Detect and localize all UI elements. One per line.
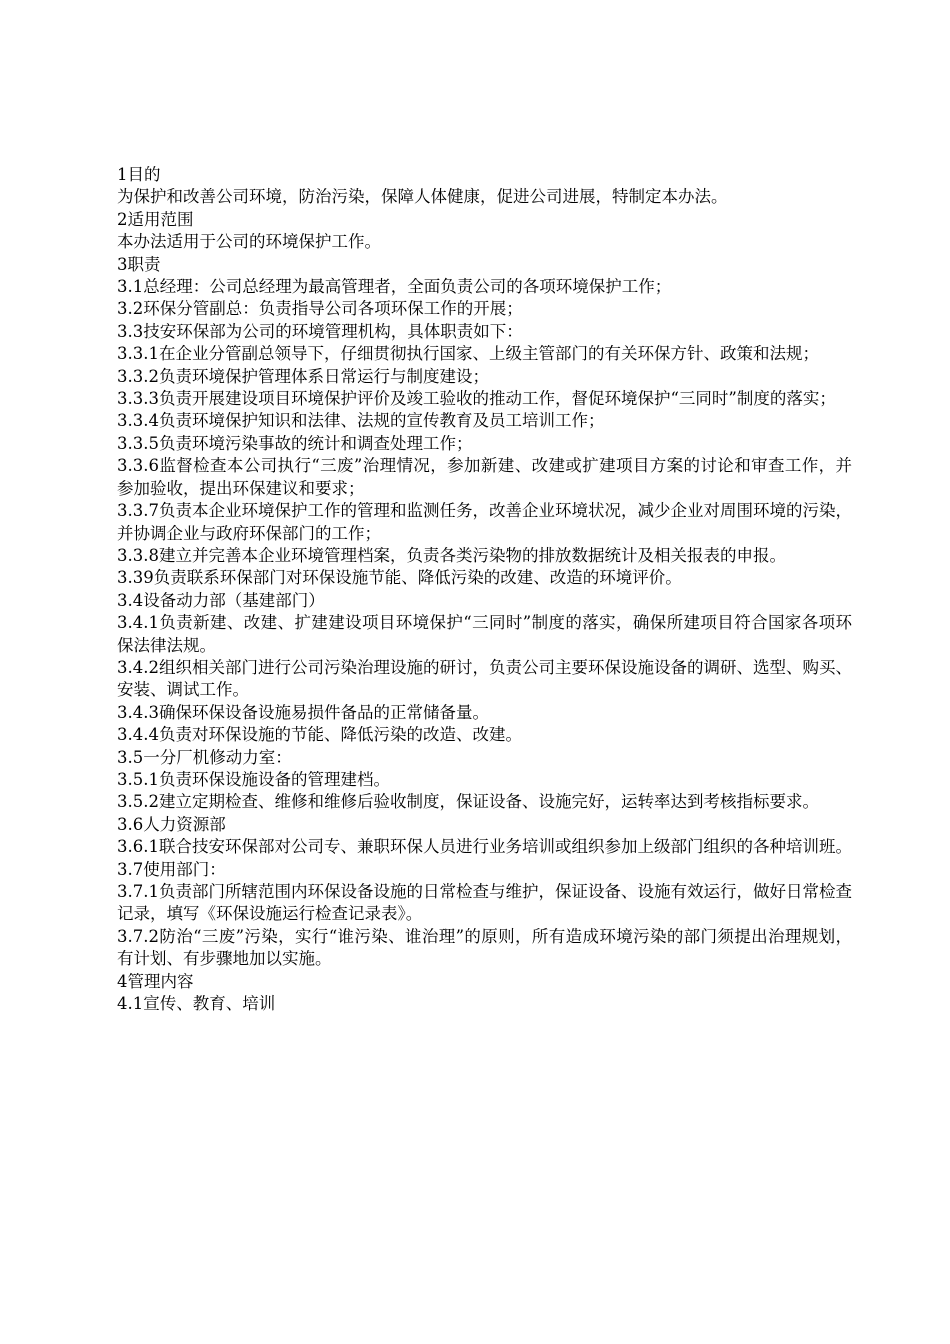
- paragraph: 3.3.8建立并完善本企业环境管理档案，负责各类污染物的排放数据统计及相关报表的申报。: [117, 545, 786, 565]
- heading-user-dept: 3.7使用部门：: [117, 859, 226, 879]
- heading-scope: 2适用范围: [117, 209, 194, 229]
- paragraph: 3.3.7负责本企业环境保护工作的管理和监测任务，改善企业环境状况，减少企业对周围环境的污染，并协调企业与政府环保部门的工作；: [117, 501, 852, 543]
- paragraph: 3.3技安环保部为公司的环境管理机构，具体职责如下：: [117, 321, 523, 341]
- heading-responsibilities: 3职责: [117, 254, 161, 274]
- heading-purpose: 1目的: [117, 165, 161, 184]
- paragraph: 3.7.1负责部门所辖范围内环保设备设施的日常检查与维护，保证设备、设施有效运行，做好日常检查记录，填写《环保设施运行检查记录表》。: [117, 882, 852, 924]
- paragraph: 3.4.3确保环保设备设施易损件备品的正常储备量。: [117, 702, 489, 722]
- paragraph: 为保护和改善公司环境，防治污染，保障人体健康，促进公司进展，特制定本办法。: [117, 187, 728, 207]
- paragraph: 3.3.3负责开展建设项目环境保护评价及竣工验收的推动工作，督促环境保护“三同时”制度的落实；: [117, 389, 836, 409]
- heading-management-content: 4管理内容: [117, 971, 194, 991]
- heading-training: 4.1宣传、教育、培训: [117, 994, 276, 1014]
- paragraph: 3.4.1负责新建、改建、扩建建设项目环境保护“三同时”制度的落实，确保所建项目符合国家各项环保法律法规。: [117, 613, 852, 655]
- paragraph: 3.1总经理：公司总经理为最高管理者，全面负责公司的各项环境保护工作；: [117, 277, 672, 297]
- paragraph: 3.3.1在企业分管副总领导下，仔细贯彻执行国家、上级主管部门的有关环保方针、政策和法规；: [117, 344, 819, 364]
- paragraph: 3.3.5负责环境污染事故的统计和调查处理工作；: [117, 433, 473, 453]
- paragraph: 3.3.6监督检查本公司执行“三废”治理情况，参加新建、改建或扩建项目方案的讨论和审查工作，并参加验收，提出环保建议和要求；: [117, 456, 852, 498]
- paragraph: 3.7.2防治“三废”污染，实行“谁污染、谁治理”的原则，所有造成环境污染的部门须提出治理规划，有计划、有步骤地加以实施。: [117, 926, 852, 969]
- paragraph: 本办法适用于公司的环境保护工作。: [117, 232, 381, 252]
- paragraph: 3.5.1负责环保设施设备的管理建档。: [117, 769, 390, 789]
- paragraph: 3.2环保分管副总：负责指导公司各项环保工作的开展；: [117, 299, 523, 319]
- paragraph: 3.4.2组织相关部门进行公司污染治理设施的研讨，负责公司主要环保设施设备的调研、选型、购买、安装、调试工作。: [117, 657, 852, 700]
- heading-hr-dept: 3.6人力资源部: [117, 814, 226, 834]
- paragraph: 3.6.1联合技安环保部对公司专、兼职环保人员进行业务培训或组织参加上级部门组织的各种培训班。: [117, 837, 852, 857]
- document-body: [117, 164, 852, 1015]
- heading-maintenance-room: 3.5一分厂机修动力室：: [117, 747, 292, 767]
- paragraph: 3.3.2负责环境保护管理体系日常运行与制度建设；: [117, 366, 489, 386]
- paragraph: 3.3.4负责环境保护知识和法律、法规的宣传教育及员工培训工作；: [117, 411, 605, 431]
- paragraph: 3.39负责联系环保部门对环保设施节能、降低污染的改建、改造的环境评价。: [117, 568, 682, 588]
- paragraph: 3.4.4负责对环保设施的节能、降低污染的改造、改建。: [117, 725, 522, 745]
- heading-equipment-dept: 3.4设备动力部（基建部门）: [117, 590, 325, 610]
- paragraph: 3.5.2建立定期检查、维修和维修后验收制度，保证设备、设施完好，运转率达到考核指标要求。: [117, 792, 819, 812]
